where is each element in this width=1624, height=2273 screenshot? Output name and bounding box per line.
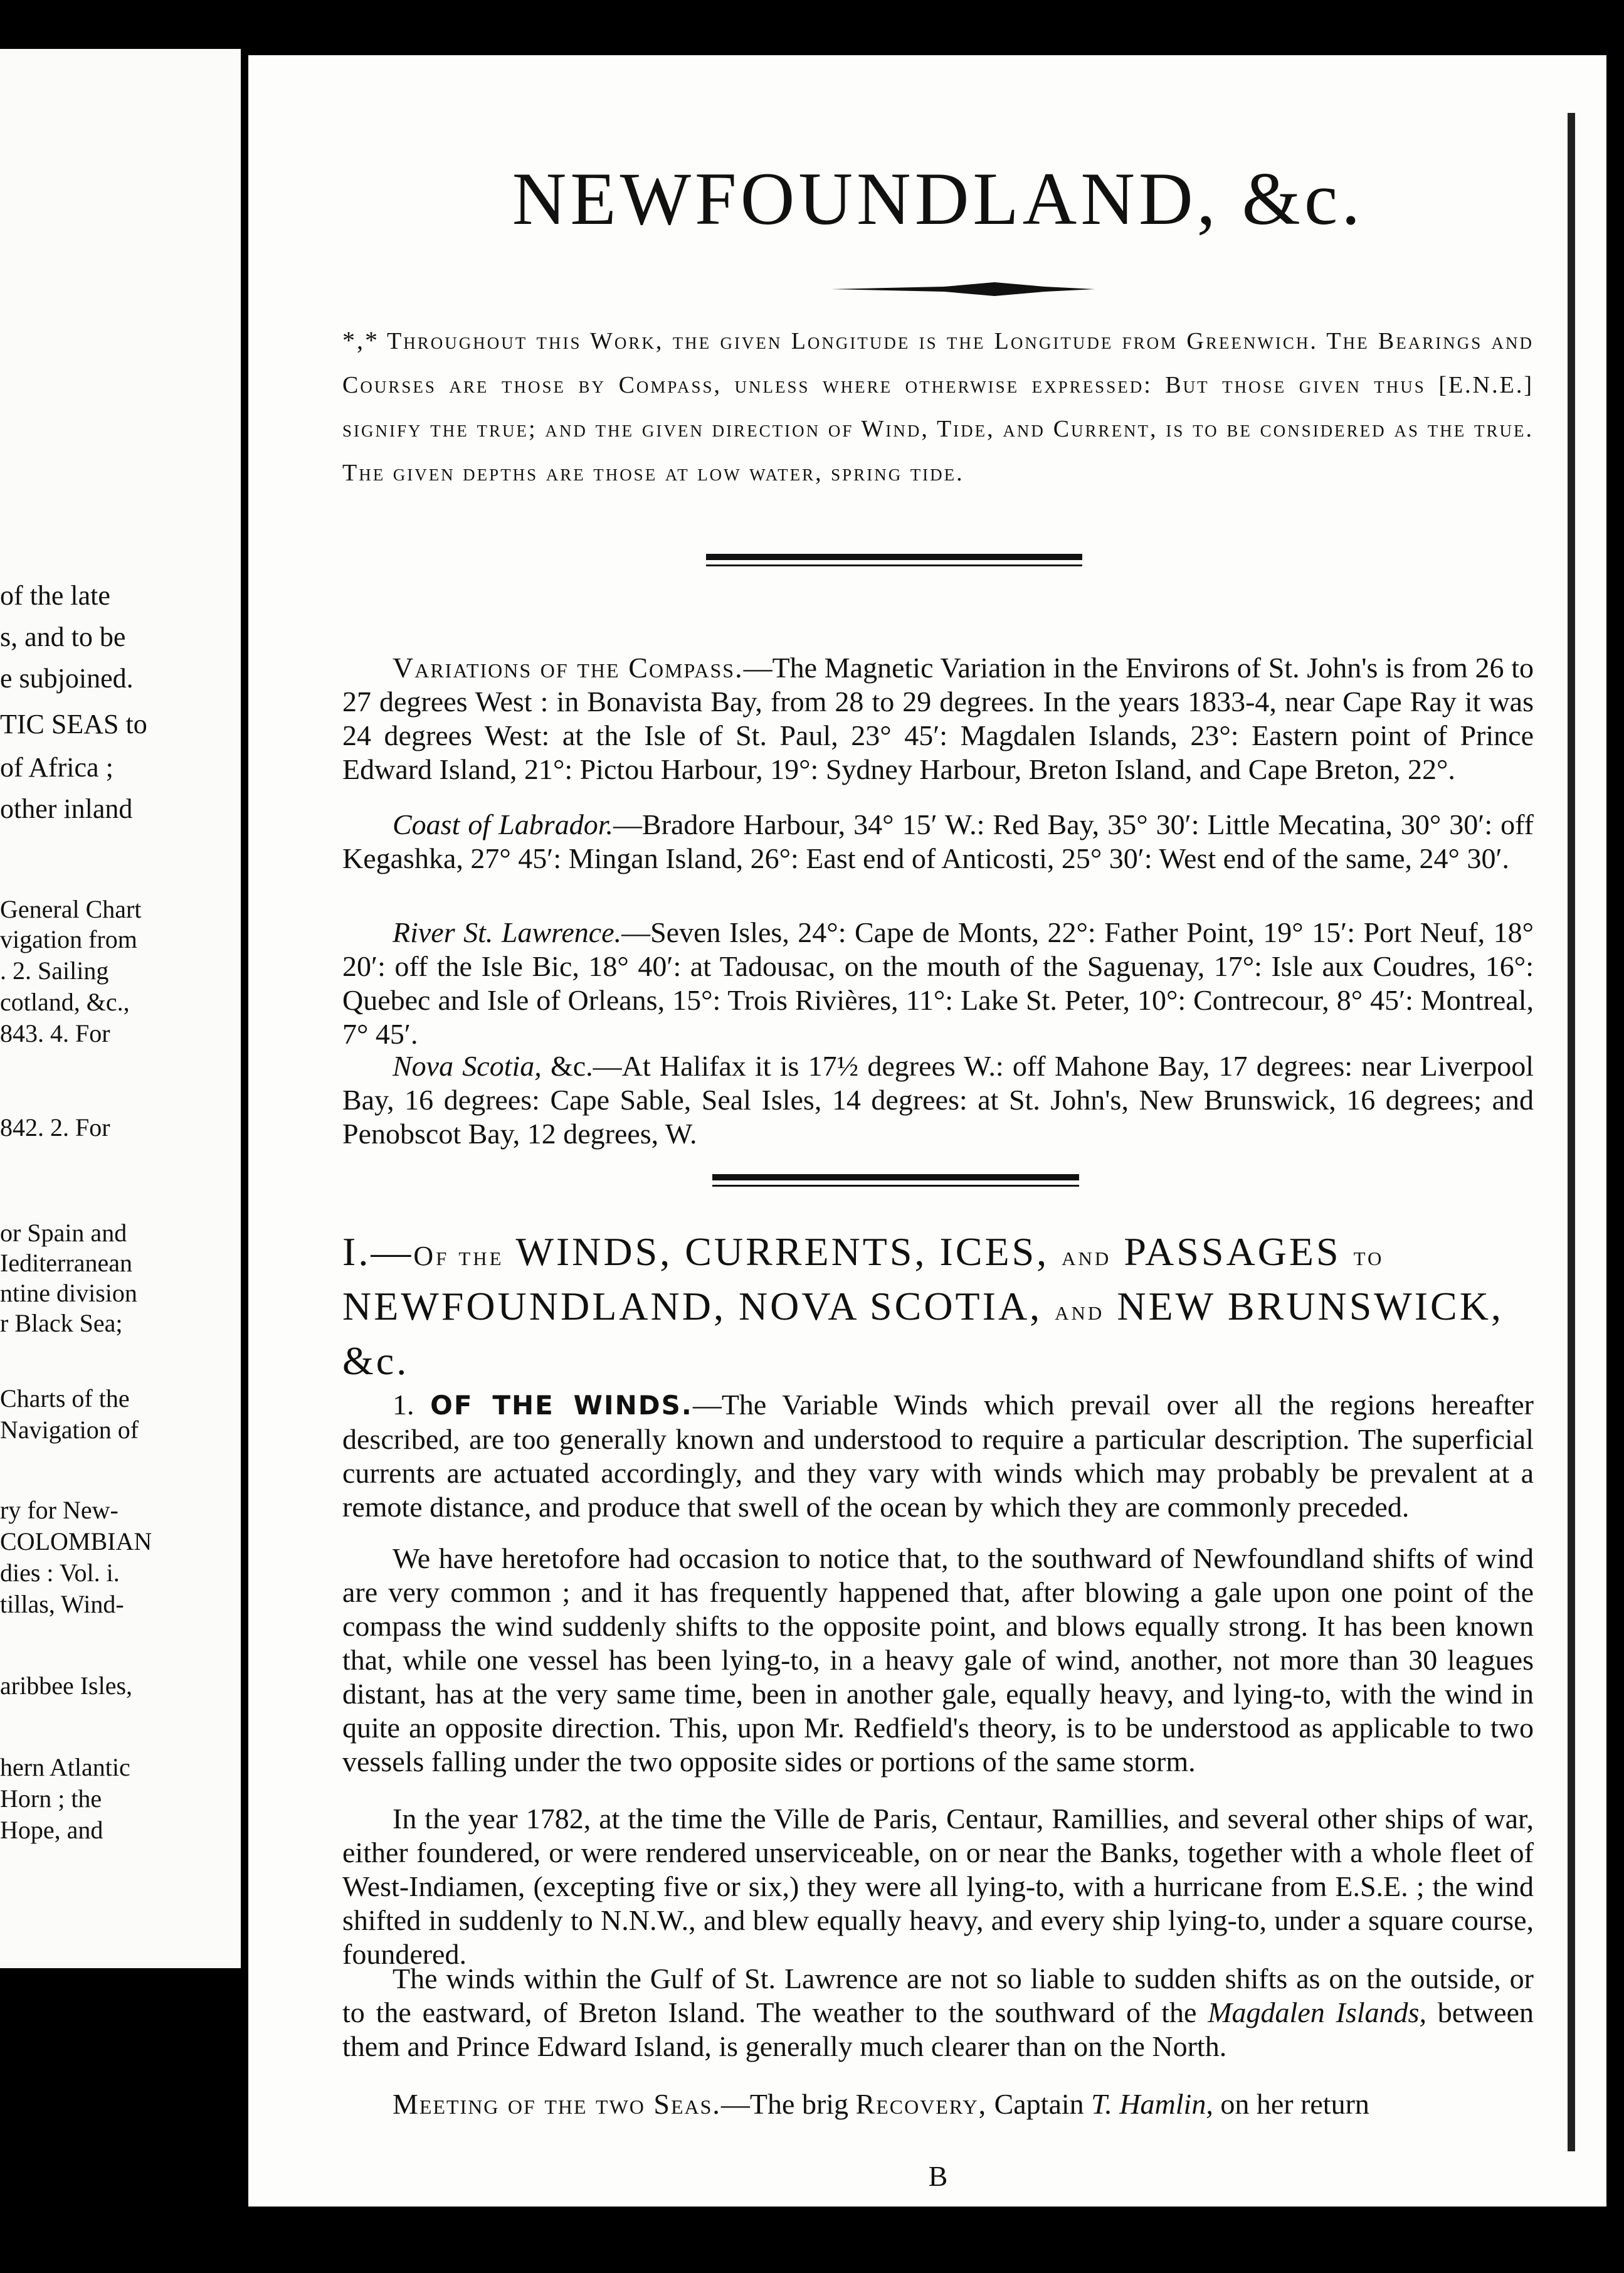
heading-part: and <box>1055 1295 1105 1326</box>
winds-text: —The Variable Winds which prevail over all the regions hereafter described, are too generally known and understood to require a particular description. The superficial currents are actuated accordingly, and they vary with winds which may probably be prevalent at a remote distance, and produce that swell of the ocean by which they are commonly preceded. <box>342 1389 1534 1523</box>
shifts-paragraph: We have heretofore had occasion to notice that, to the southward of Newfoundland shifts of wind are very common ; and it has frequently happened that, after blowing a gale upon one point of the compass the wind suddenly shifts to the opposite point, and blows equally strong. It has been known that, while one vessel has been lying-to, in a heavy gale of wind, another, not more than 30 leagues distant, has at the very same time, been in another gale, equally heavy, and lying-to, with the wind in quite an opposite direction. This, upon Mr. Redfield's theory, is to be understood as applicable to two vessels falling under the two opposite sides or portions of the same storm. <box>342 1542 1534 1778</box>
preface-note-text: Throughout this Work, the given Longitude is the Longitude from Greenwich. The Bearings and Courses are those by Compass, unless where otherwise expressed: But those given thus [E.N.E.] signify the true; and the given direction of Wind, Tide, and Current, is to be considered as the true. The given depths are those at low water, spring tide. <box>342 328 1534 486</box>
variations-text: —The Magnetic Variation in the Environs of St. John's is from 26 to 27 degrees West : in Bonavista Bay, from 28 to 29 degrees. In the years 1833-4, near Cape Ray it was 24 degrees West: at the Isle of St. Paul, 23° 45′: Magdalen Islands, 23°: Eastern point of Prince Edward Island, 21°: Pictou Harbour, 19°: Sydney Harbour, Breton Island, and Cape Breton, 22°. <box>342 652 1534 785</box>
winds-paragraph <box>342 1388 1534 1524</box>
left-line: Navigation of <box>0 1416 139 1444</box>
left-line: r Black Sea; <box>0 1309 123 1337</box>
left-line: e subjoined. <box>0 663 134 694</box>
meeting-text: —The brig <box>720 2088 856 2120</box>
ship-name: Recovery, <box>855 2088 988 2120</box>
left-line: s, and to be <box>0 622 126 652</box>
left-line: aribbee Isles, <box>0 1672 133 1700</box>
left-line: 842. 2. For <box>0 1113 110 1142</box>
heading-numeral: I.— <box>342 1229 414 1274</box>
labrador-lead: Coast of Labrador. <box>393 808 614 840</box>
left-line: or Spain and <box>0 1219 127 1247</box>
heading-part: PASSAGES <box>1111 1229 1354 1274</box>
left-line: vigation from <box>0 925 137 953</box>
heading-part: WINDS, CURRENTS, ICES, <box>504 1229 1062 1274</box>
st-lawrence-paragraph <box>342 916 1534 1051</box>
left-line: Hope, and <box>0 1816 103 1844</box>
heading-part: Of the <box>413 1241 504 1271</box>
meeting-text: on her return <box>1213 2088 1369 2120</box>
section-rule <box>712 1185 1079 1187</box>
winds-lead: OF THE WINDS. <box>430 1390 693 1421</box>
heading-part: to <box>1353 1241 1384 1271</box>
captain-name: T. Hamlin, <box>1091 2088 1213 2120</box>
signature-mark: B <box>928 2160 948 2192</box>
page-title: NEWFOUNDLAND, &c. <box>512 157 1364 240</box>
heading-part: NEW BRUNSWICK, &c. <box>342 1284 1504 1383</box>
title-flourish <box>831 281 1095 297</box>
st-lawrence-text: —Seven Isles, 24°: Cape de Monts, 22°: Father Point, 19° 15′: Port Neuf, 18° 20′: off the Isle Bic, 18° 40′: at Tadousac, on the mouth of the Saguenay, 17°: Isle aux Coudres, 16°: Quebec and Isle of Orleans, 15°: Trois Rivières, 11°: Lake St. Peter, 10°: Contrecour, 8° 45′: Montreal, 7° 45′. <box>342 916 1534 1050</box>
left-line: Horn ; the <box>0 1784 102 1813</box>
gulf-paragraph <box>342 1962 1534 2064</box>
asterisks: *,* <box>342 326 379 354</box>
st-lawrence-lead: River St. Lawrence. <box>393 916 622 948</box>
left-line: dies : Vol. i. <box>0 1559 120 1587</box>
gulf-italic: Magdalen Islands, <box>1208 1996 1426 2028</box>
meeting-text: Captain <box>987 2088 1092 2120</box>
nova-scotia-text: &c.—At Halifax it is 17½ degrees W.: off Mahone Bay, 17 degrees: near Liverpool Bay, 16 degrees: Cape Sable, Seal Isles, 14 degrees: at St. John's, New Brunswick, 16 degrees; and Penobscot Bay, 12 degrees, W. <box>342 1050 1534 1150</box>
section-rule <box>706 554 1082 560</box>
left-line: tillas, Wind- <box>0 1590 124 1618</box>
left-line: other inland <box>0 793 133 824</box>
variations-paragraph <box>342 651 1534 787</box>
left-facing-page <box>0 49 241 1968</box>
left-line: cotland, &c., <box>0 988 130 1016</box>
labrador-paragraph <box>342 808 1534 876</box>
page-edge <box>1568 113 1575 2151</box>
heading-part: and <box>1062 1241 1112 1271</box>
left-line: COLOMBIAN <box>0 1527 152 1555</box>
winds-number: 1. <box>393 1389 431 1421</box>
gulf-text-b: between them and Prince Edward Island, is generally much clearer than on the North. <box>342 1996 1534 2062</box>
labrador-text: —Bradore Harbour, 34° 15′ W.: Red Bay, 35° 30′: Little Mecatina, 30° 30′: off Kegashka, 27° 45′: Mingan Island, 26°: East end of Anticosti, 25° 30′: West end of the same, 24° 30′. <box>342 808 1534 874</box>
gulf-text-a: The winds within the Gulf of St. Lawrence are not so liable to sudden shifts as on the outside, or to the eastward, of Breton Island. The weather to the southward of the <box>342 1963 1534 2028</box>
hurricane-paragraph: In the year 1782, at the time the Ville de Paris, Centaur, Ramillies, and several other ships of war, either foundered, or were rendered unserviceable, on or near the Banks, together with a whole fleet of West-Indiamen, (excepting five or six,) they were all lying-to, with a hurricane from E.S.E. ; the wind shifted in suddenly to N.N.W., and blew equally heavy, and every ship lying-to, under a square course, foundered. <box>342 1803 1534 1970</box>
left-line: . 2. Sailing <box>0 956 109 985</box>
meeting-paragraph <box>342 2087 1534 2121</box>
heading-part: NEWFOUNDLAND, NOVA SCOTIA, <box>342 1284 1055 1328</box>
left-line: TIC SEAS to <box>0 709 147 739</box>
left-line: 843. 4. For <box>0 1019 110 1047</box>
left-line: ntine division <box>0 1279 137 1307</box>
meeting-lead: Meeting of the two Seas. <box>393 2088 721 2120</box>
section-rule <box>712 1174 1079 1180</box>
left-line: ry for New- <box>0 1496 119 1524</box>
left-line: Iediterranean <box>0 1249 132 1277</box>
left-line: of Africa ; <box>0 752 113 783</box>
nova-scotia-lead: Nova Scotia, <box>393 1050 542 1082</box>
section-rule <box>706 564 1082 566</box>
book-page <box>248 55 1606 2207</box>
section-heading <box>342 1227 1534 1386</box>
variations-lead: Variations of the Compass. <box>393 652 744 684</box>
preface-note <box>342 319 1534 495</box>
left-line: of the late <box>0 580 110 611</box>
left-line: hern Atlantic <box>0 1753 130 1781</box>
nova-scotia-paragraph <box>342 1049 1534 1151</box>
left-line: General Chart <box>0 895 142 923</box>
left-line: Charts of the <box>0 1384 130 1412</box>
